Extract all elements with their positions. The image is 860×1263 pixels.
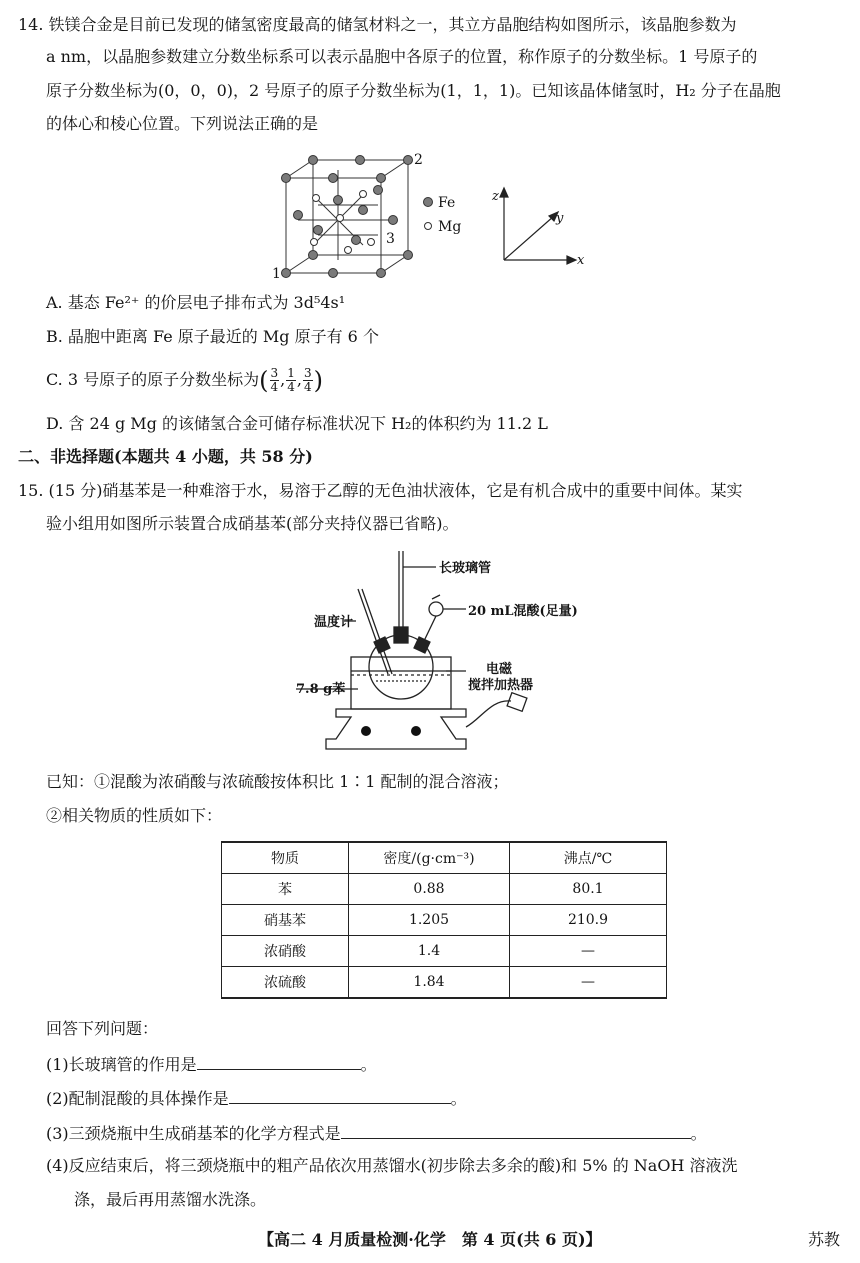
crystal-cell-figure — [268, 150, 588, 285]
answer-blank-1[interactable] — [197, 1052, 361, 1070]
table-cell: 1.4 — [349, 936, 510, 967]
table-row — [222, 936, 667, 967]
q14-line-1: 14. 铁镁合金是目前已发现的储氢密度最高的储氢材料之一，其立方晶胞结构如图所示，该晶胞参数为 — [18, 15, 737, 34]
label-heater-1: 电磁 — [486, 662, 513, 677]
properties-table — [221, 841, 667, 999]
table-row — [222, 874, 667, 905]
q15-sub-4-line-1: (4)反应结束后，将三颈烧瓶中的粗产品依次用蒸馏水(初步除去多余的酸)和 5% 的 NaOH 溶液洗 — [46, 1156, 738, 1175]
q15-answer-intro: 回答下列问题： — [46, 1019, 159, 1038]
table-cell: 1.84 — [349, 967, 510, 999]
table-cell: 1.205 — [349, 905, 510, 936]
table-cell: — — [510, 936, 667, 967]
q14-line-3: 原子分数坐标为(0，0，0)，2 号原子的原子分数坐标为(1，1，1)。已知该晶体储氢时，H₂ 分子在晶胞 — [46, 81, 781, 100]
q15-known-1: 已知：①混酸为浓硝酸与浓硫酸按体积比 1∶1 配制的混合溶液； — [46, 772, 509, 791]
table-cell: 80.1 — [510, 874, 667, 905]
table-header: 密度/(g·cm⁻³) — [349, 842, 510, 874]
label-benzene: 7.8 g苯 — [296, 682, 346, 697]
period: 。 — [360, 1055, 377, 1074]
label-mixed-acid: 20 mL混酸(足量) — [468, 604, 578, 619]
table-header: 物质 — [222, 842, 349, 874]
apparatus-figure — [296, 549, 578, 752]
section-2-heading: 二、非选择题(本题共 4 小题，共 58 分) — [18, 447, 313, 466]
q15-sub-2 — [46, 1086, 467, 1110]
q14-option-c-prefix: C. 3 号原子的原子分数坐标为 — [46, 370, 260, 389]
axis-y-label: y — [556, 211, 564, 226]
label-thermometer: 温度计 — [314, 615, 354, 630]
label-heater-2: 搅拌加热器 — [468, 678, 534, 693]
sub-1-text: (1)长玻璃管的作用是 — [46, 1055, 197, 1074]
frac-2: $\frac{1}{4}$ — [287, 366, 295, 394]
table-cell: 浓硫酸 — [222, 967, 349, 999]
q14-option-b: B. 晶胞中距离 Fe 原子最近的 Mg 原子有 6 个 — [46, 327, 379, 346]
table-row — [222, 905, 667, 936]
table-cell: 浓硝酸 — [222, 936, 349, 967]
atom-label-2: 2 — [414, 152, 423, 168]
table-cell: 硝基苯 — [222, 905, 349, 936]
legend-mg: Mg — [438, 219, 462, 235]
fe-atoms — [282, 156, 413, 278]
table-cell: — — [510, 967, 667, 999]
table-cell: 0.88 — [349, 874, 510, 905]
frac-1: $\frac{3}{4}$ — [270, 366, 279, 394]
period: 。 — [690, 1124, 707, 1143]
q15-sub-1 — [46, 1052, 377, 1076]
q14-line-4: 的体心和棱心位置。下列说法正确的是 — [46, 114, 319, 133]
footer-edition: 苏教 — [808, 1230, 841, 1249]
table-header: 沸点/℃ — [510, 842, 667, 874]
table-cell: 210.9 — [510, 905, 667, 936]
period: 。 — [450, 1089, 467, 1108]
q14-option-a: A. 基态 Fe²⁺ 的价层电子排布式为 3d⁵4s¹ — [46, 293, 346, 312]
q14-option-c: C. 3 号原子的原子分数坐标为( $\frac{3}{4}$ , $\frac{1}{4}$ , $\frac{3}{4}$ ) — [46, 366, 323, 395]
table-header-row — [222, 842, 667, 874]
axis-x-label: x — [577, 253, 585, 268]
q15-sub-4-line-2: 涤，最后再用蒸馏水洗涤。 — [74, 1190, 267, 1209]
q15-line-2: 验小组用如图所示装置合成硝基苯(部分夹持仪器已省略)。 — [46, 514, 459, 533]
sub-2-text: (2)配制混酸的具体操作是 — [46, 1089, 229, 1108]
legend-fe-marker — [424, 198, 433, 207]
sub-3-text: (3)三颈烧瓶中生成硝基苯的化学方程式是 — [46, 1124, 341, 1143]
q15-known-2: ②相关物质的性质如下： — [46, 806, 223, 825]
table-cell: 苯 — [222, 874, 349, 905]
q15-line-1: 15. (15 分)硝基苯是一种难溶于水，易溶于乙醇的无色油状液体，它是有机合成中的重要中间体。某实 — [18, 481, 743, 500]
answer-blank-3[interactable] — [341, 1121, 691, 1139]
atom-label-1: 1 — [272, 266, 281, 282]
legend-fe: Fe — [438, 195, 456, 211]
legend-mg-marker — [425, 223, 432, 230]
footer-page-info: 【高二 4 月质量检测·化学 第 4 页(共 6 页)】 — [258, 1230, 602, 1249]
label-long-tube: 长玻璃管 — [439, 561, 492, 576]
frac-3: $\frac{3}{4}$ — [303, 366, 312, 394]
q15-sub-3 — [46, 1121, 707, 1145]
q14-line-2: a nm，以晶胞参数建立分数坐标系可以表示晶胞中各原子的位置，称作原子的分数坐标。1 号原子的 — [46, 47, 758, 66]
answer-blank-2[interactable] — [229, 1086, 451, 1104]
axis-z-label: z — [492, 189, 499, 204]
table-row — [222, 967, 667, 999]
q14-option-d: D. 含 24 g Mg 的该储氢合金可储存标准状况下 H₂的体积约为 11.2 L — [46, 414, 548, 433]
atom-label-3: 3 — [386, 231, 395, 247]
